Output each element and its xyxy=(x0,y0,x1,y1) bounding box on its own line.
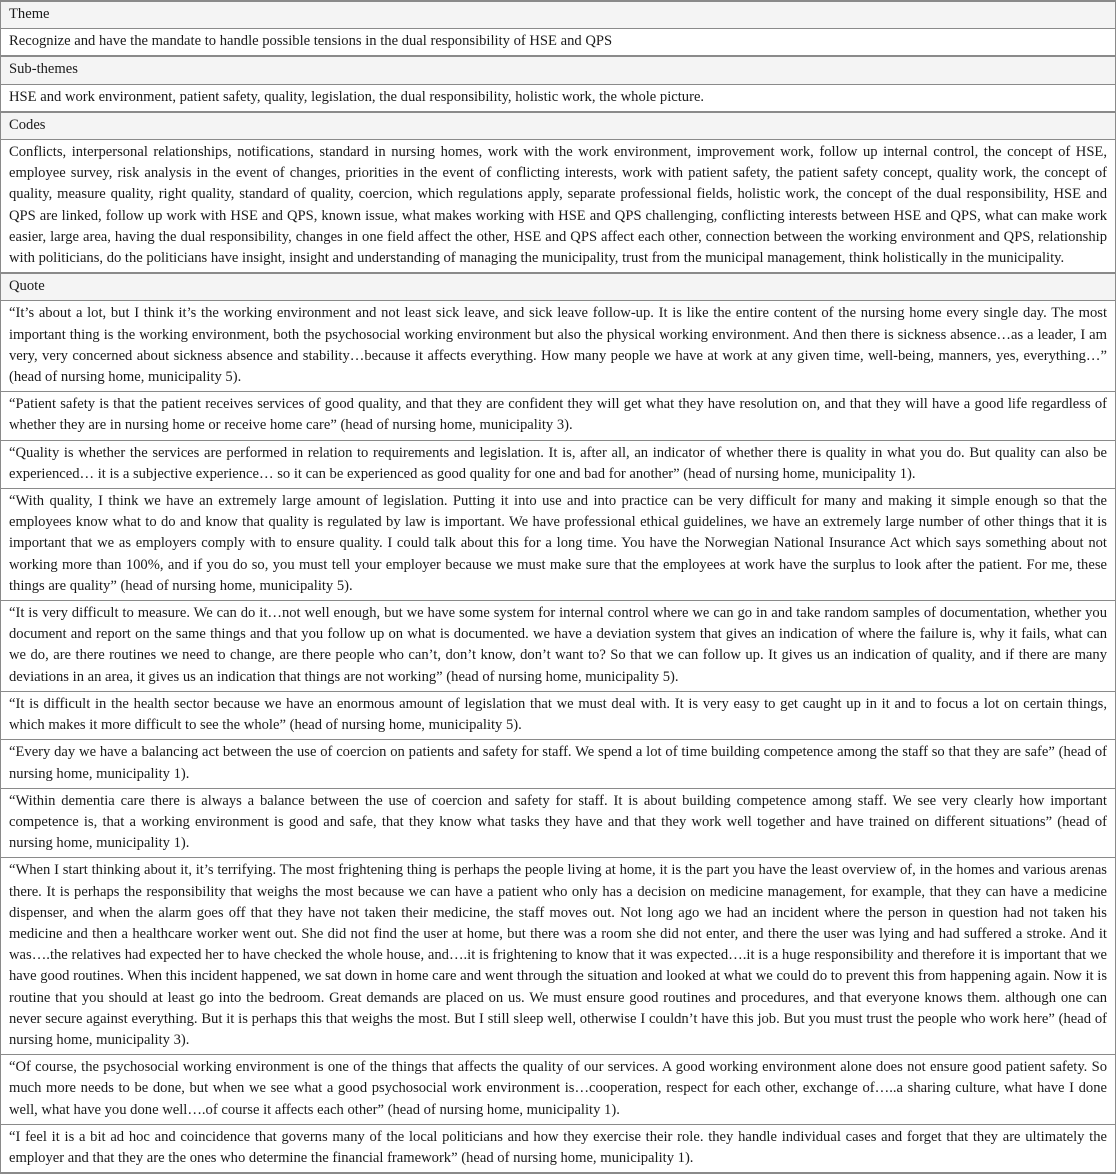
theme-label: Theme xyxy=(0,0,1116,28)
theme-text: Recognize and have the mandate to handle possible tensions in the dual responsibility of HSE and QPS xyxy=(0,28,1116,55)
quote-row: “Every day we have a balancing act between the use of coercion on patients and safety for staff. We spend a lot of time building competence among the staff so that they are safe” (head of nursing home, municipality 1). xyxy=(0,739,1116,787)
quote-row: “Of course, the psychosocial working environment is one of the things that affects the quality of our services. A good working environment alone does not ensure good patient safety. So much more needs to be done, but when we see what a good psychosocial work environment is…cooperation, respect for each other, exchange of…..a sharing culture, what have I done well, what have you done well….of course it affects each other” (head of nursing home, municipality 1). xyxy=(0,1054,1116,1124)
subthemes-text: HSE and work environment, patient safety, quality, legislation, the dual responsibility, holistic work, the whole picture. xyxy=(0,84,1116,111)
codes-label: Codes xyxy=(0,111,1116,139)
quote-row: “It is difficult in the health sector because we have an enormous amount of legislation that we must deal with. It is very easy to get caught up in it and to focus a lot on certain things, which makes it more difficult to see the whole” (head of nursing home, municipality 5). xyxy=(0,691,1116,739)
quote-label: Quote xyxy=(0,272,1116,300)
subthemes-label: Sub-themes xyxy=(0,55,1116,83)
quote-row: “When I start thinking about it, it’s terrifying. The most frightening thing is perhaps the people living at home, it is the part you have the least overview of, in the homes and various arenas there. It is perhaps the responsibility that weighs the most because we can have a patient who only has a decision on medicine management, for example, that they can have a medicine dispenser, and when the alarm goes off that they have not taken their medicine, the staff moves out. Not long ago we had an incident where the person in question had not taken his medicine and then a healthcare worker went out. She did not find the user at home, but there was a room she did not enter, and there the user was lying and had suffered a stroke. And it was….the relatives had expected her to have checked the whole house, and….it is frightening to know that it was expected….it is a huge responsibility and therefore it is important that we have good routines. When this incident happened, we sat down in home care and went through the situation and looked at what we could do to prevent this from happening again. Now it is routine that you should at least go into the bedroom. Great demands are placed on us. We must ensure good routines and procedures, and that everyone knows them. although one can never secure against everything. But it is perhaps this that weighs the most. But I still sleep well, otherwise I couldn’t have this job. But you must trust the people who work here” (head of nursing home, municipality 3). xyxy=(0,857,1116,1054)
quote-row: “Quality is whether the services are performed in relation to requirements and legislation. It is, after all, an indicator of whether there is quality in what you do. But quality can also be experienced… it is a subjective experience… so it can be experienced as good quality for one and bad for another” (head of nursing home, municipality 1). xyxy=(0,440,1116,488)
quote-row: “Within dementia care there is always a balance between the use of coercion and safety for staff. It is about building competence among staff. We see very clearly how important competence is, that a working environment is good and safe, that they know what tasks they have and that they work well together and have trained on different situations” (head of nursing home, municipality 1). xyxy=(0,788,1116,858)
quote-row: “It’s about a lot, but I think it’s the working environment and not least sick leave, and sick leave follow-up. It is like the entire content of the nursing home every single day. The most important thing is the working environment, both the psychosocial working environment but also the physical working environment. And then there is sickness absence…as a leader, I am very, very concerned about sickness absence and stability…because it affects everything. How many people we have at work at any given time, well-being, manners, yes, everything…” (head of nursing home, municipality 5). xyxy=(0,300,1116,391)
codes-text: Conflicts, interpersonal relationships, notifications, standard in nursing homes, work with the work environment, improvement work, follow up internal control, the concept of HSE, employee survey, risk analysis in the event of changes, priorities in the event of conflicting interests, work with patient safety, the patient safety concept, quality work, the concept of quality, measure quality, right quality, standard of quality, coercion, which regulations apply, separate professional fields, holistic work, the concept of the dual responsibility, HSE and QPS are linked, follow up work with HSE and QPS, known issue, what makes working with HSE and QPS challenging, conflicting interests between HSE and QPS, what can make work easier, large area, having the dual responsibility, changes in one field affect the other, HSE and QPS affect each other, connection between the working environment and QPS, relationship with politicians, do the politicians have insight, insight and understanding of managing the municipality, trust from the municipal management, think holistically in the municipality. xyxy=(0,139,1116,272)
quote-row: “With quality, I think we have an extremely large amount of legislation. Putting it into use and into practice can be very difficult for many and making it simple enough so that the employees know what to do and know that quality is regulated by law is important. We have professional ethical guidelines, we have an extremely large number of other things that it is important that we as employers comply with to ensure quality. I could talk about this for a long time. You have the Norwegian National Insurance Act which says something about not working more than 100%, and if you do so, you must tell your employer because we must make sure that the employees at work have the surplus to look after the patient. For me, these things are quality” (head of nursing home, municipality 5). xyxy=(0,488,1116,600)
quote-row: “Patient safety is that the patient receives services of good quality, and that they are confident they will get what they have resolution on, and that they will have a good life regardless of whether they are in nursing home or receive home care” (head of nursing home, municipality 3). xyxy=(0,391,1116,439)
quote-row: “I feel it is a bit ad hoc and coincidence that governs many of the local politicians and how they exercise their role. they handle individual cases and forget that they are ultimately the employer and that they are the ones who determine the financial framework” (head of nursing home, municipality 1). xyxy=(0,1124,1116,1174)
quote-row: “It is very difficult to measure. We can do it…not well enough, but we have some system for internal control where we can go in and take random samples of documentation, whether you document and report on the same things and that you follow up on what is documented. we have a deviation system that gives an indication of where the failure is, why it fails, what can we do, are there routines we need to change, are there people who can’t, don’t know, don’t want to? So that we can follow up. It gives us an indication of quality, and if there are many deviations in an area, it gives us an indication that things are not working” (head of nursing home, municipality 5). xyxy=(0,600,1116,691)
